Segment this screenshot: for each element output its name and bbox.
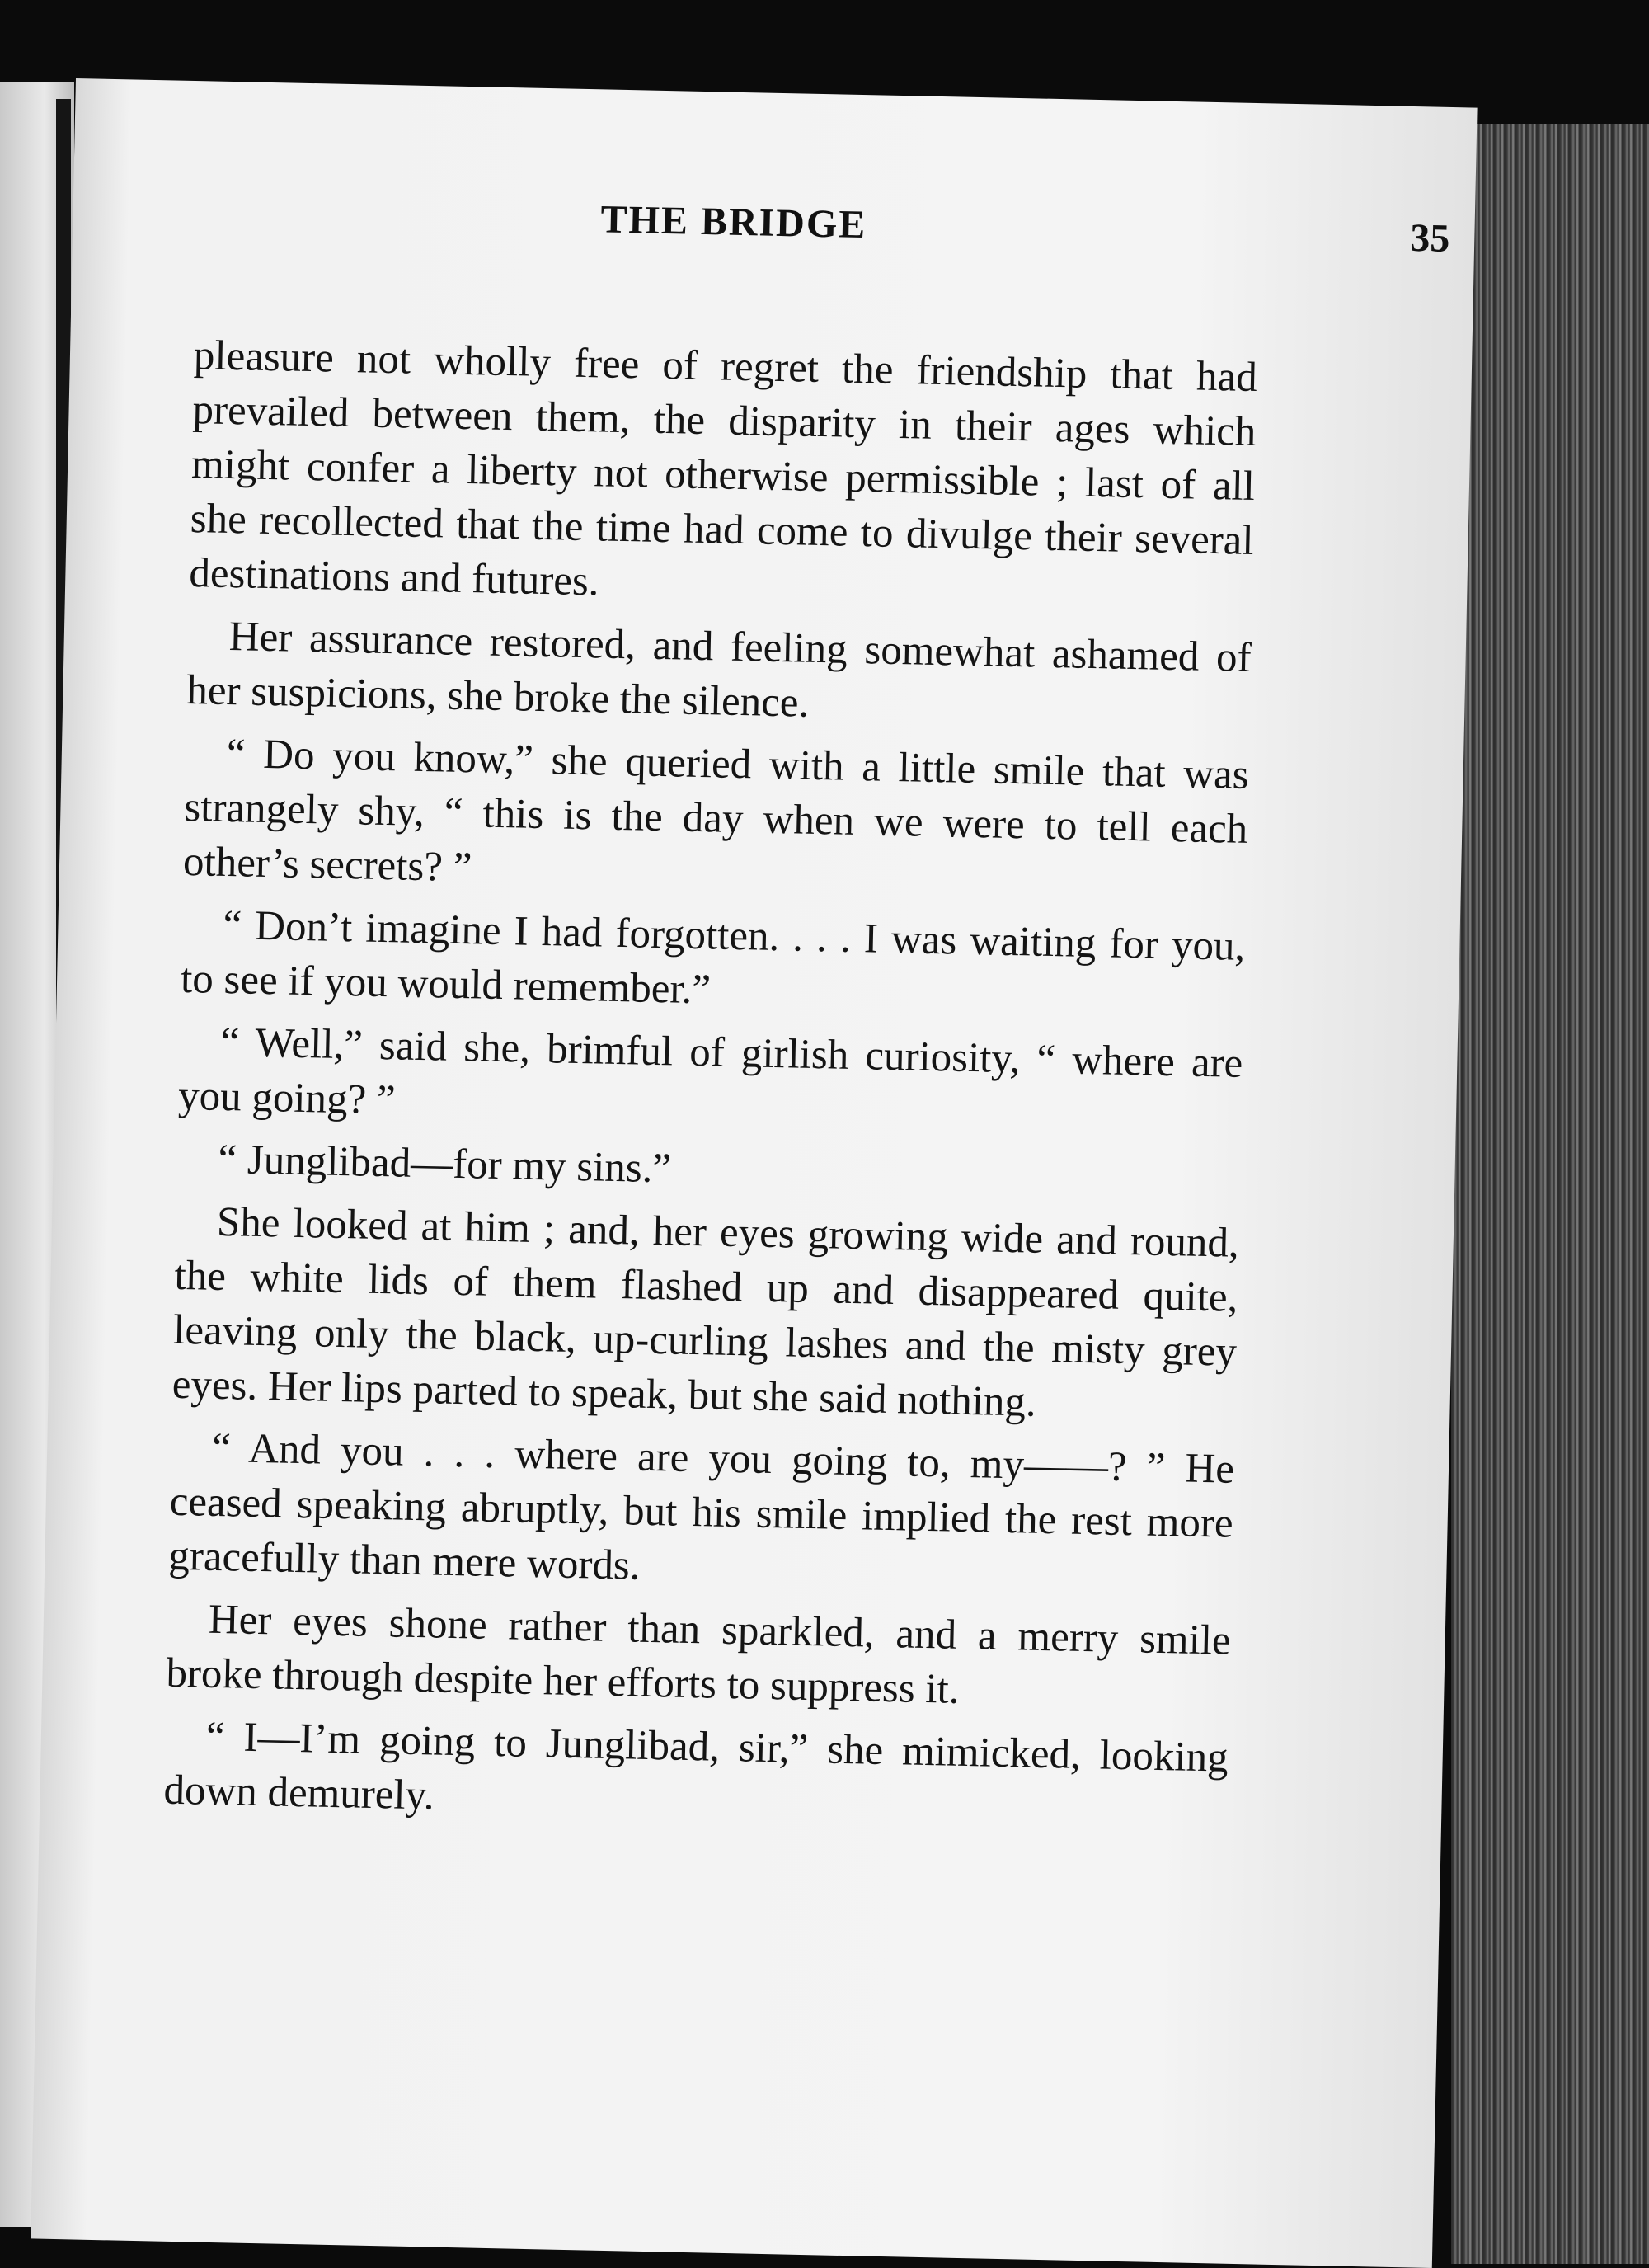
paragraph: She looked at him ; and, her eyes growing wide and round, the white lids of them flashed up and disappeared quite, leaving only the black, up-curling lashes and the misty grey eyes. Her lips parted to speak, but she said nothing.	[171, 1198, 1240, 1426]
paragraph: Her eyes shone rather than sparkled, and a merry smile broke through despite her efforts to suppress it.	[165, 1596, 1232, 1713]
running-title: THE BRIDGE	[600, 197, 867, 247]
paragraph: “ Don’t imagine I had forgotten. . . . I was waiting for you, to see if you would remember.”	[180, 901, 1246, 1014]
running-head	[509, 195, 1459, 289]
paragraph: pleasure not wholly free of regret the friendship that had prevailed between them, the disparity in their ages which might confer a liberty not otherwise permissible ; last of all she recollected that the time had come to divulge their several destinations and futures.	[188, 332, 1258, 605]
paragraph: “ Do you know,” she queried with a little smile that was strangely shy, “ this is the day when we were to tell each other’s secrets? ”	[182, 731, 1250, 892]
paragraph: “ And you . . . where are you going to, my——? ” He ceased speaking abruptly, but his smile implied the rest more gracefully than mere words.	[167, 1424, 1235, 1589]
page-edges	[1451, 124, 1649, 2264]
paragraph: “ Junglibad—for my sins.”	[217, 1136, 672, 1193]
body-text	[163, 328, 1258, 1848]
book-page	[31, 78, 1477, 2268]
paragraph: “ Well,” said she, brimful of girlish curiosity, “ where are you going? ”	[177, 1019, 1243, 1124]
page-number: 35	[1409, 215, 1450, 261]
paragraph: Her assurance restored, and feeling somewhat ashamed of her suspicions, she broke the silence.	[186, 614, 1252, 727]
paragraph: “ I—I’m going to Junglibad, sir,” she mimicked, looking down demurely.	[162, 1713, 1229, 1819]
